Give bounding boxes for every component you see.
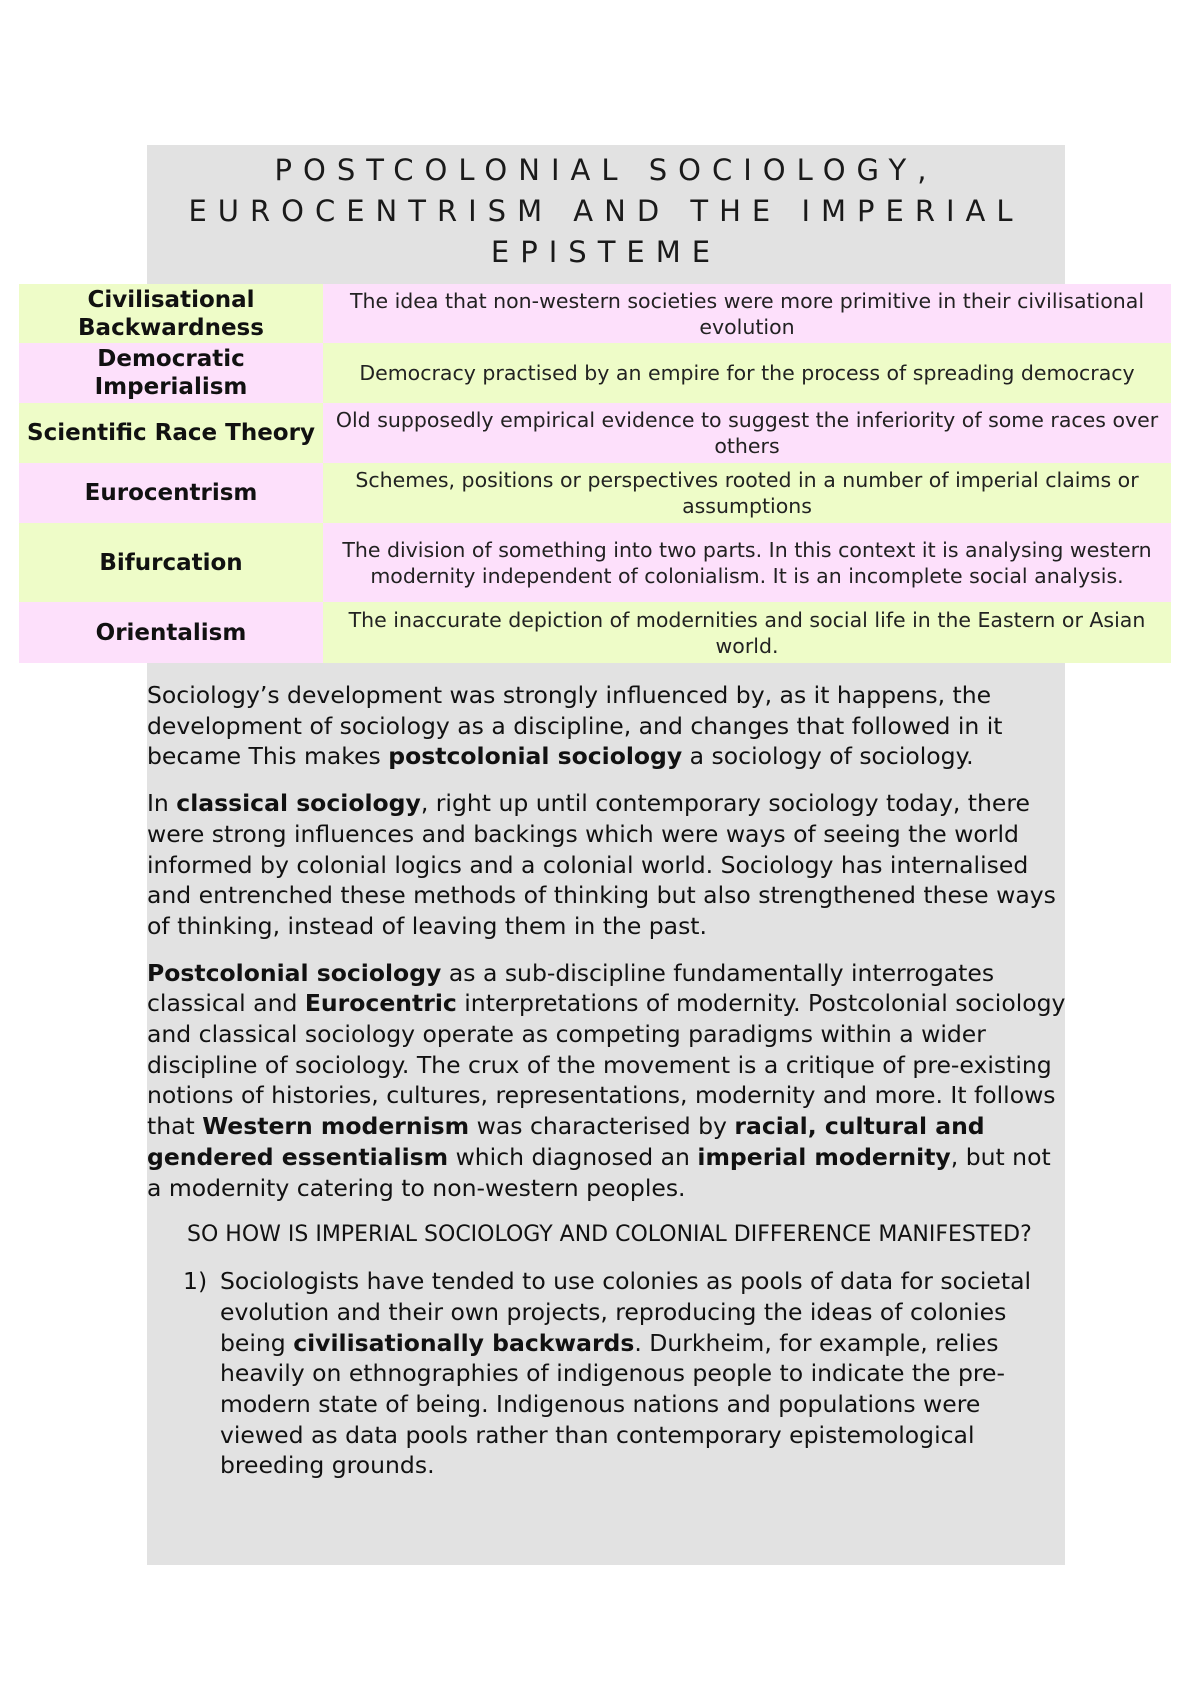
title-line: EPISTEME — [490, 235, 722, 269]
title-line: POSTCOLONIAL SOCIOLOGY, — [274, 153, 938, 187]
glossary-row — [19, 284, 1171, 343]
glossary-term: Democratic Imperialism — [19, 343, 323, 403]
glossary-term: Eurocentrism — [19, 463, 323, 523]
glossary-table — [19, 284, 1171, 663]
key-term: Postcolonial sociology — [147, 958, 442, 987]
glossary-definition: The inaccurate depiction of modernities and social life in the Eastern or Asian world. — [323, 602, 1171, 663]
glossary-definition: Old supposedly empirical evidence to suggest the inferiority of some races over others — [323, 403, 1171, 463]
key-term: Western modernism — [202, 1112, 470, 1141]
glossary-term: Scientific Race Theory — [19, 403, 323, 463]
title-line: EUROCENTRISM AND THE IMPERIAL — [188, 194, 1024, 228]
glossary-row — [19, 523, 1171, 602]
document-title — [147, 150, 1065, 273]
list-number: 1) — [183, 1267, 208, 1296]
glossary-definition: Democracy practised by an empire for the process of spreading democracy — [323, 343, 1171, 403]
key-term: postcolonial sociology — [388, 742, 683, 771]
body-text — [147, 680, 1067, 1481]
list-item: 1) Sociologists have tended to use colonies as pools of data for societal evolution and their own projects, reproducing the ideas of colonies being civilisationally backwards. Durkheim, for example, relies heavily on ethnographies of indigenous people to indicate the pre-modern state of being. Indigenous nations and populations were viewed as data pools rather than contemporary epistemological breeding grounds. — [183, 1267, 1032, 1480]
glossary-definition: The idea that non-western societies were more primitive in their civilisational evolution — [323, 284, 1171, 343]
glossary-term: Bifurcation — [19, 523, 323, 602]
glossary-row — [19, 463, 1171, 523]
glossary-term: Orientalism — [19, 602, 323, 663]
paragraph: In classical sociology, right up until contemporary sociology today, there were strong influences and backings which were ways of seeing the world informed by colonial logics and a colonial world. Sociology has internalised and entrenched these methods of thinking but also strengthened these ways of thinking, instead of leaving them in the past. — [147, 789, 1056, 940]
section-question: SO HOW IS IMPERIAL SOCIOLOGY AND COLONIAL DIFFERENCE MANIFESTED? — [187, 1222, 1032, 1248]
glossary-term: Civilisational Backwardness — [19, 284, 323, 343]
key-term: racial, cultural and gendered essentialism — [147, 1112, 985, 1171]
key-term: classical sociology — [176, 789, 421, 818]
glossary-row — [19, 602, 1171, 663]
key-term: civilisationally backwards — [293, 1328, 635, 1357]
glossary-definition: Schemes, positions or perspectives rooted in a number of imperial claims or assumptions — [323, 463, 1171, 523]
paragraph: Postcolonial sociology as a sub-discipline fundamentally interrogates classical and Eurocentric interpretations of modernity. Postcolonial sociology and classical sociology operate as competing paradigms within a wider discipline of sociology. The crux of the movement is a critique of pre-existing notions of histories, cultures, representations, modernity and more. It follows that Western modernism was characterised by racial, cultural and gendered essentialism which diagnosed an imperial modernity, but not a modernity catering to non-western peoples. — [147, 958, 1066, 1202]
glossary-row — [19, 343, 1171, 403]
glossary-row — [19, 403, 1171, 463]
paragraph: Sociology’s development was strongly influenced by, as it happens, the development of sociology as a discipline, and changes that followed in it became This makes postcolonial sociology a sociology of sociology. — [147, 681, 1003, 771]
glossary-definition: The division of something into two parts. In this context it is analysing western modernity independent of colonialism. It is an incomplete social analysis. — [323, 523, 1171, 602]
key-term: Eurocentric — [304, 989, 457, 1018]
key-term: imperial modernity — [697, 1142, 951, 1171]
